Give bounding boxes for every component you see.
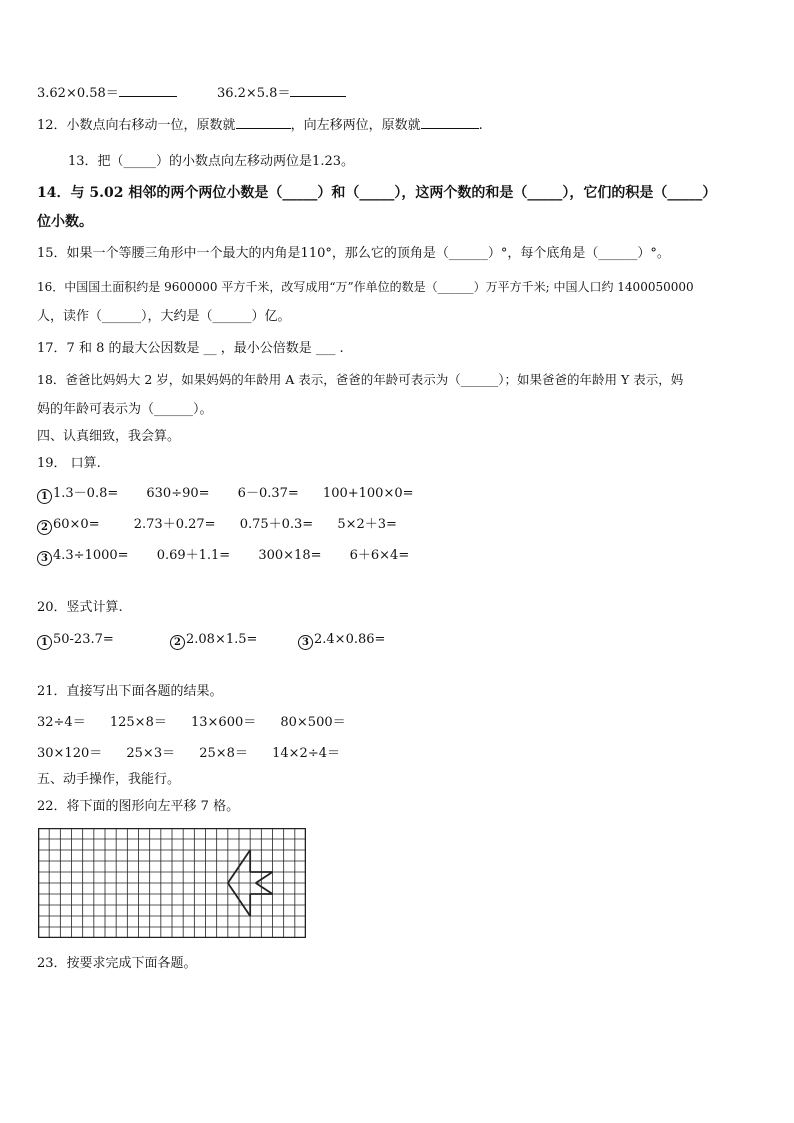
mental-calc-item: 4.3÷1000= [53,548,129,563]
mental-calc-item: 5×2＋3= [337,517,397,532]
answer-blank[interactable] [236,116,291,129]
question-15: 15．如果一个等腰三角形中一个最大的内角是110°，那么它的顶角是（______）°，每个底角是（______）°。 [37,246,670,261]
circled-number: 1 [37,635,52,650]
arrow-figure-edge [256,872,273,883]
question-16-line2: 人，读作（______），大约是（______）亿。 [37,309,291,324]
mental-calc-item: 0.69＋1.1= [156,548,231,563]
grid-figure [38,828,306,938]
mental-calc-item: 2.73＋0.27= [133,517,216,532]
q19-row-2 [37,517,397,535]
question-text: . [478,118,483,133]
answer-blank[interactable] [290,84,346,97]
vertical-calc-item: 2.4×0.86= [314,632,386,647]
mental-calc-item: 0.75＋0.3= [239,517,314,532]
circled-number: 2 [170,635,185,650]
question-text: 13．把（ [68,154,124,169]
section-4-title: 四、认真细致，我会算。 [37,429,181,444]
mental-calc-item: 300×18= [258,548,322,563]
circled-number: 3 [298,635,313,650]
answer-blank[interactable] [421,116,479,129]
q20-items [37,632,385,650]
question-21-title: 21．直接写出下面各题的结果。 [37,684,223,699]
q21-row-1 [37,715,346,731]
vertical-calc-item: 2.08×1.5= [186,632,258,647]
section-5-title: 五、动手操作，我能行。 [37,772,181,787]
question-12 [37,116,483,134]
question-number: 12． [37,118,67,133]
vertical-calc-item: 50-23.7= [53,632,114,647]
question-16-line1: 16．中国国土面积约是 9600000 平方千米，改写成用“万”作单位的数是（______）万平方千米; 中国人口约 1400050000 [37,280,694,294]
q21-row-2 [37,746,340,762]
mental-calc-item: 1.3－0.8= [53,486,119,501]
question-13 [68,154,354,170]
direct-calc-item: 14×2÷4＝ [272,746,340,761]
mental-calc-item: 6＋6×4= [349,548,410,563]
direct-calc-item: 25×3＝ [126,746,176,761]
question-14-line1: 14．与 5.02 相邻的两个两位小数是（_____）和（_____），这两个数的和是（_____），它们的积是（_____） [37,185,717,201]
calc-line-top [37,84,346,102]
answer-blank[interactable]: _____ [123,154,157,169]
expr-3-62: 3.62×0.58＝ [37,86,119,101]
question-23-title: 23．按要求完成下面各题。 [37,956,197,971]
question-19-title: 19． 口算. [37,456,101,471]
question-20-title: 20．竖式计算. [37,600,123,615]
direct-calc-item: 80×500＝ [280,715,346,730]
q19-row-1 [37,486,414,504]
arrow-figure-edge [256,883,273,894]
question-17: 17．7 和 8 的最大公因数是 __ ，最小公倍数是 ___ . [37,341,344,356]
direct-calc-item: 30×120＝ [37,746,103,761]
direct-calc-item: 25×8＝ [199,746,248,761]
question-22-title: 22．将下面的图形向左平移 7 格。 [37,799,240,814]
mental-calc-item: 100+100×0= [322,486,414,501]
question-text: ，向左移两位，原数就 [290,118,421,133]
direct-calc-item: 13×600＝ [190,715,257,730]
question-text: 小数点向右移动一位，原数就 [66,118,236,133]
mental-calc-item: 630÷90= [146,486,210,501]
mental-calc-item: 6－0.37= [237,486,299,501]
expr-36-2: 36.2×5.8＝ [216,86,291,101]
circled-number: 1 [37,489,52,504]
direct-calc-item: 125×8＝ [109,715,167,730]
direct-calc-item: 32÷4＝ [37,715,86,730]
question-18-line2: 妈的年龄可表示为（______）。 [37,402,213,417]
question-text: ）的小数点向左移动两位是1.23。 [156,154,354,169]
q19-row-3 [37,548,409,566]
answer-blank[interactable] [119,84,177,97]
mental-calc-item: 60×0= [53,517,100,532]
question-18-line1: 18．爸爸比妈妈大 2 岁，如果妈妈的年龄用 A 表示，爸爸的年龄可表示为（______）；如果爸爸的年龄用 Y 表示，妈 [37,372,684,387]
circled-number: 2 [37,520,52,535]
translation-grid[interactable] [38,828,306,938]
circled-number: 3 [37,551,52,566]
question-14-line2: 位小数。 [37,214,93,230]
